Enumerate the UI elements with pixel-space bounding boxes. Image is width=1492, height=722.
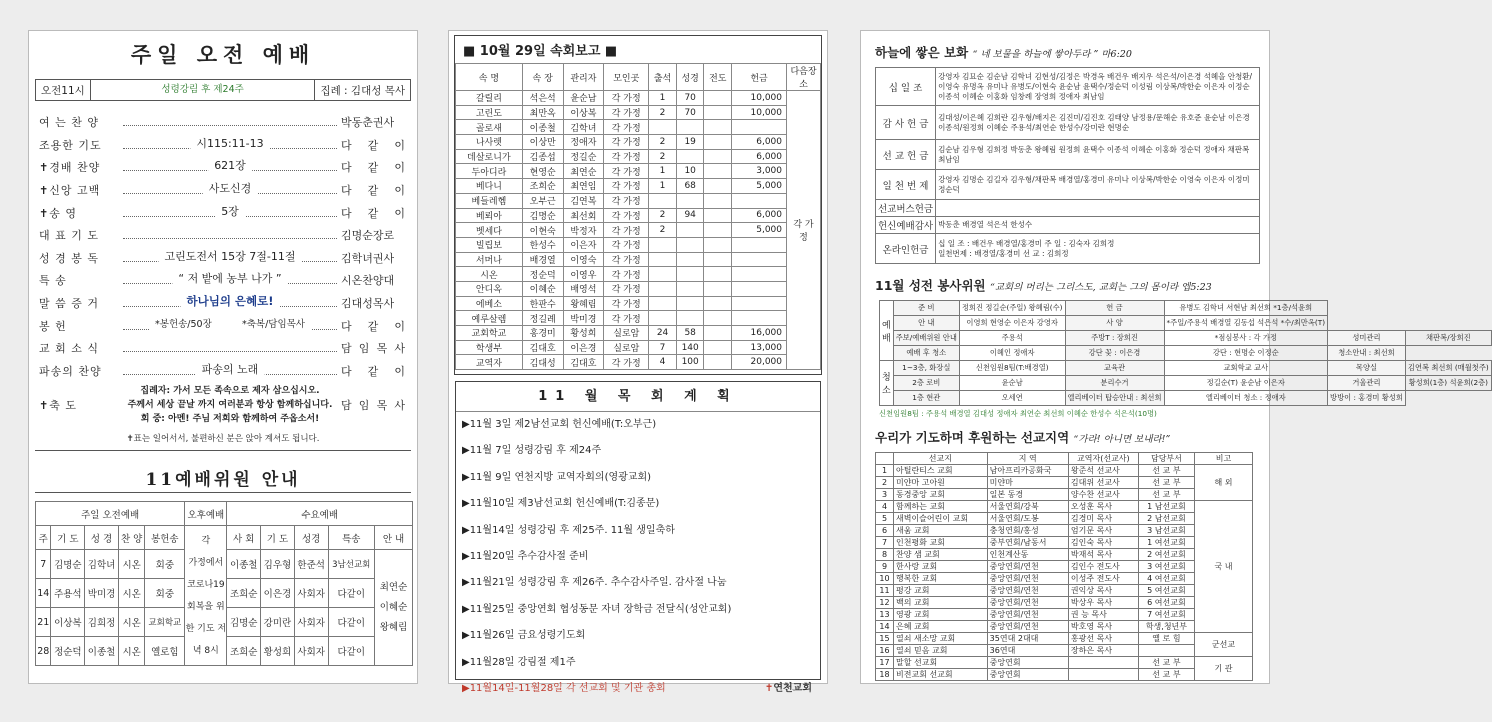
report-row: 학생부 김대호 이은경 실로암 7 140 13,000 bbox=[456, 340, 821, 355]
mission-row: 5 새벽이슬어린이 교회 서울연회/도봉 김경미 목사 2 남선교회 bbox=[876, 513, 1253, 525]
mission-row: 18 비전교회 선교회 중앙연회 선 교 부 bbox=[876, 669, 1253, 681]
plan-item: ▶11월 7일 성령강림 후 제24주 bbox=[462, 445, 602, 457]
plan-item: ▶11월28일 강림절 제1주 bbox=[462, 656, 576, 668]
cell-report-table: 속 명 속 장 관리자 모인곳 출석 성경 전도 헌금 다음장소 갈릴리 석은석 윤순남 각 가정 1 70 10,000 각 가정 고린도 최만옥 이상복 각 가정 2 70 10,000 골로새 이종철 김학녀 각 가정 나사렛 이상만 정애자 각 가정 2 19 6,000 데살로니가 김종섭 정길순 각 가정 2 6,000 두아디라 현영순 최연순 각 가정 1 10 3,000 베다니 조희순 최연임 각 가정 1 68 5,000 베들레헴 오부근 김연복 각 가정 베뢰아 김명순 최선회 각 가정 2 94 6,000 벳세다 이현숙 박정자 각 가정 2 5,000 빌립보 한성수 이은자 각 가정 서머나 배경열 이영숙 각 가정 시온 정순덕 이영우 각 가정 안디옥 이혜순 배영석 각 가정 에베소 한판수 왕혜림 각 가정 예루살렘 정길례 박미경 각 가정 교회학교 홍경미 황성희 실로암 24 58 16,000 학생부 김대호 이은경 실로암 7 140 13,000 교역자 김대성 김대호 각 가정 4 100 20,000 bbox=[455, 63, 821, 370]
plan-title: 11 월 목 회 계 획 bbox=[456, 382, 820, 412]
service-row: 2층 로비 윤순남 분리수거 정길순(T) 윤순남 이은자 거울관리 황성희(1층) 석윤희(2층) bbox=[880, 376, 1492, 391]
treasure-title: 하늘에 쌓은 보화 “ 네 보물을 하늘에 쌓아두라 ” 마6:20 bbox=[875, 45, 1132, 60]
order-row: 봉 헌 *봉헌송/50장 *축복/담임목사 다 같 이 bbox=[39, 314, 405, 337]
mission-row: 12 백의 교회 중앙연회/연천 박상우 목사 6 여선교회 bbox=[876, 597, 1253, 609]
report-row: 데살로니가 김종섭 정길순 각 가정 2 6,000 bbox=[456, 149, 821, 164]
report-title: ■ 10월 29일 속회보고 ■ bbox=[463, 44, 618, 59]
mission-row: 1 아틸란티스 교회 남아프리카공화국 왕준석 선교사 선 교 부 해 외 bbox=[876, 465, 1253, 477]
plan-item: ▶11월10일 제3남선교회 헌신예배(T:김종문) bbox=[462, 498, 660, 510]
order-row: 특 송 “ 저 밭에 농부 나가 ” 시온찬양대 bbox=[39, 272, 395, 288]
duty-row: 28 정순덕 이종철 시온 옐로힘 조희순 황성희 사회자 다같이 bbox=[36, 637, 413, 666]
report-row: 갈릴리 석은석 윤순남 각 가정 1 70 10,000 각 가정 bbox=[456, 91, 821, 106]
report-row: 시온 정순덕 이영우 각 가정 bbox=[456, 267, 821, 282]
mission-row: 14 은혜 교회 중앙연회/연천 박호영 목사 학생,청년부 bbox=[876, 621, 1253, 633]
service-row: 예 배 준 비 정희진 정길순(주일) 왕혜림(수) 헌 금 유병도 김학녀 서현남 최선희 *1층/석윤희 bbox=[880, 301, 1492, 316]
order-row: ✝송 영 5장 다 같 이 bbox=[39, 204, 405, 220]
plan-item: ▶11월26일 금요성령기도회 bbox=[462, 630, 586, 642]
report-row: 골로새 이종철 김학녀 각 가정 bbox=[456, 120, 821, 135]
offerings-table bbox=[875, 67, 1260, 264]
mission-row: 8 찬양 샘 교회 인천계산동 박재석 목사 2 여선교회 bbox=[876, 549, 1253, 561]
service-row: 예배 후 청소 이혜인 정애자 강단 꽃 : 이은경 강단 : 현명순 이정순 청소안내 : 최선희 bbox=[880, 346, 1492, 361]
report-row: 에베소 한판수 왕혜림 각 가정 bbox=[456, 296, 821, 311]
page-title: 주일 오전 예배 bbox=[130, 42, 316, 67]
service-table bbox=[879, 300, 1492, 406]
worship-order-page bbox=[28, 30, 418, 684]
report-row: 교역자 김대성 김대호 각 가정 4 100 20,000 bbox=[456, 355, 821, 370]
plan-item: ▶11월 3일 제2남선교회 헌신예배(T:오부근) bbox=[462, 419, 657, 431]
service-title: 11월 성전 봉사위원 “교회의 머리는 그리스도, 교회는 그의 몸이라 엡5:23 bbox=[875, 278, 1212, 293]
mission-row: 2 미얀마 고아원 미얀마 김대위 선교사 선 교 부 bbox=[876, 477, 1253, 489]
benediction-row: ✝축 도 집례자: 가서 모든 족속으로 제자 삼으십시오. 주께서 세상 끝날 까지 여러분과 항상 함께하십니다. 회 중: 아멘! 주님 저희와 함께하여 주옵소서! 담 임 목 사 bbox=[39, 386, 405, 425]
order-row: 교 회 소 식 담 임 목 사 bbox=[39, 342, 405, 356]
report-row: 나사렛 이상만 정애자 각 가정 2 19 6,000 bbox=[456, 135, 821, 150]
order-row: ✝경배 찬양 621장 다 같 이 bbox=[39, 159, 405, 175]
offering-row: 선 교 헌 금 김순남 김우형 김희정 박동춘 왕혜림 원정희 윤택수 이종석 이혜순 이홍화 정순덕 정애자 채판복 최남임 bbox=[876, 140, 1260, 170]
service-row: 청 소 1~3층, 화장실 신천임원8팀(T:배경열) 교육관 교회학교 교사 목양실 김연복 최선희 (매월첫주) bbox=[880, 361, 1492, 376]
service-row: 주보/예배위원 안내 주용석 주방T : 장희진 *점심봉사 : 각 가정 성미관리 채판복/장희진 bbox=[880, 331, 1492, 346]
mission-row: 10 행복한 교회 중앙연회/연천 이성주 전도사 4 여선교회 bbox=[876, 573, 1253, 585]
standing-note: ✝표는 일어서서, 불편하신 분은 앉아 계셔도 됩니다. bbox=[126, 434, 320, 445]
service-time: 오전11시 bbox=[41, 84, 85, 97]
duty-table: 주일 오전예배 오후예배 수요예배 주 기 도 성 경 찬 양 봉헌송 각 가정에서 코로나19 회복을 위한 기도 저녁 8시 사 회 기 도 성경 특송 안 내 7 김명순 김학녀 시온 회중 이종철 김우형 한준석 3남선교회 최연순 이혜순 왕혜림 14 주용석 박미경 시온 회중 조희순 이은경 사회자 다같이 21 이상복 김희정 시온 교회학교 김명순 강미란 사회자 다같이 28 정순덕 이종철 시온 옐로힘 조희순 황성희 사회자 다같이 bbox=[35, 501, 413, 666]
offering-row: 감 사 헌 금 김대성/이은혜 김희란 김우형/배지은 김진미/김진호 김태양 남정용/문해순 유호준 윤순남 이은경 이종석/원정희 이혜순 주용석/최연순 한성수/강미란 현명순 bbox=[876, 106, 1260, 140]
report-row: 베들레헴 오부근 김연복 각 가정 bbox=[456, 193, 821, 208]
report-row: 서머나 배경열 이영숙 각 가정 bbox=[456, 252, 821, 267]
church-logo: ✝연천교회 bbox=[764, 682, 812, 694]
cross-icon: ✝ bbox=[764, 682, 774, 694]
service-header bbox=[35, 79, 411, 101]
offerings-page bbox=[860, 30, 1489, 684]
mission-row: 13 영광 교회 중앙연회/연천 권 능 목사 7 여선교회 bbox=[876, 609, 1253, 621]
mission-row: 7 인천평화 교회 중부연회/남동서 김인숙 목사 1 여선교회 bbox=[876, 537, 1253, 549]
order-row: ✝신앙 고백 사도신경 다 같 이 bbox=[39, 182, 405, 198]
report-row: 안디옥 이혜순 배영석 각 가정 bbox=[456, 281, 821, 296]
plan-item: ▶11월 9일 연천지방 교역자회의(영광교회) bbox=[462, 471, 652, 483]
report-row: 두아디라 현영순 최연순 각 가정 1 10 3,000 bbox=[456, 164, 821, 179]
duty-row: 14 주용석 박미경 시온 회중 조희순 이은경 사회자 다같이 bbox=[36, 579, 413, 608]
report-row: 고린도 최만옥 이상복 각 가정 2 70 10,000 bbox=[456, 105, 821, 120]
sermon-title: 하나님의 은혜로! bbox=[180, 293, 279, 309]
offering-row: 헌신예배감사 박동춘 배경열 석은석 한성수 bbox=[876, 217, 1260, 234]
service-row: 1층 현관 오세연 엘리베이터 탑승안내 : 최선희 엘리베이터 청소 : 정애자 방방이 : 홍경미 황성희 bbox=[880, 391, 1492, 406]
plan-item: ▶11월20일 추수감사절 준비 bbox=[462, 551, 589, 563]
plan-box bbox=[455, 381, 821, 694]
duty-row: 7 김명순 김학녀 시온 회중 이종철 김우형 한준석 3남선교회 최연순 이혜순 왕혜림 bbox=[36, 550, 413, 579]
report-row: 빌립보 한성수 이은자 각 가정 bbox=[456, 237, 821, 252]
mission-row: 6 새움 교회 충청연회/홍성 엄기문 목사 3 남선교회 bbox=[876, 525, 1253, 537]
plan-item: ▶11월14일 성령강림 후 제25주. 11월 생일축하 bbox=[462, 524, 675, 536]
duty-title: 11예배위원 안내 bbox=[145, 470, 301, 491]
service-row: 안 내 이영희 현영순 이은자 강영자 사 양 *주일/주용석 배경열 김동섭 석은석 *수/최만옥(T) bbox=[880, 316, 1492, 331]
officiant: 집례 : 김대성 목사 bbox=[320, 84, 405, 97]
mission-row: 16 열쇠 믿음 교회 36연대 장하은 목사 bbox=[876, 645, 1253, 657]
mission-row: 11 평강 교회 중앙연회/연천 권익상 목사 5 여선교회 bbox=[876, 585, 1253, 597]
liturgical-season: 성령강림 후 제24주 bbox=[90, 80, 316, 100]
service-note: 신천임원8팀 : 주용석 배경열 김대성 정애자 최연순 최선희 이혜순 한성수 석은석(10명) bbox=[879, 409, 1157, 418]
cell-report-page bbox=[448, 30, 828, 694]
mission-title: 우리가 기도하며 후원하는 선교지역 “가라! 아니면 보내라!” bbox=[875, 430, 1171, 445]
order-row: 대 표 기 도 김명순장로 bbox=[39, 229, 395, 243]
mission-row: 4 함께하는 교회 서울연회/강북 오성훈 목사 1 남선교회 국 내 bbox=[876, 501, 1253, 513]
order-of-worship bbox=[39, 111, 405, 428]
order-row: 여 는 찬 양 박동춘권사 bbox=[39, 116, 395, 130]
order-row: 조용한 기도 시115:11-13 다 같 이 bbox=[39, 136, 405, 152]
plan-item-highlight: ▶11월14일-11월28일 각 선교회 및 기관 총회 bbox=[462, 682, 666, 694]
report-row: 벳세다 이현숙 박정자 각 가정 2 5,000 bbox=[456, 223, 821, 238]
offering-row: 온라인헌금 십 일 조 : 배건우 배경열/홍경미 주 일 : 김숙자 김희정 일천번제 : 배경열/홍경미 선 교 : 김희정 bbox=[876, 234, 1260, 264]
report-row: 예루살렘 정길례 박미경 각 가정 bbox=[456, 311, 821, 326]
plan-item: ▶11월21일 성령강림 후 제26주. 추수감사주일. 감사절 나눔 bbox=[462, 577, 727, 589]
report-row: 베뢰아 김명순 최선회 각 가정 2 94 6,000 bbox=[456, 208, 821, 223]
mission-row: 9 한사랑 교회 중앙연회/연천 김인수 전도사 3 여선교회 bbox=[876, 561, 1253, 573]
mission-row: 3 동경중앙 교회 일본 동경 양수찬 선교사 선 교 부 bbox=[876, 489, 1253, 501]
offering-row: 십 일 조 강영자 김묘순 김순남 김학녀 김현성/김정은 박경옥 배건우 배지우 석은석/이은경 석혜을 안청환/이영숙 유명옥 유미나 유병도/이현숙 윤순남 윤택수/정순덕 이성림 이상복/박한순 이은자 이정순 이종석 이혜순 이홍화 임창례 장영희 정애자 최남임 bbox=[876, 68, 1260, 106]
mission-row: 17 말할 선교회 중앙연회 선 교 부 기 관 bbox=[876, 657, 1253, 669]
order-row: 파송의 찬양 파송의 노래 다 같 이 bbox=[39, 362, 405, 378]
order-row: 말 씀 증 거 하나님의 은혜로! 김대성목사 bbox=[39, 294, 395, 311]
plan-item: ▶11월25일 중앙연회 협성동문 자녀 장학금 전달식(성안교회) bbox=[462, 603, 732, 615]
duty-row: 21 이상복 김희정 시온 교회학교 김명순 강미란 사회자 다같이 bbox=[36, 608, 413, 637]
report-row: 교회학교 홍경미 황성희 실로암 24 58 16,000 bbox=[456, 326, 821, 341]
report-row: 베다니 조희순 최연임 각 가정 1 68 5,000 bbox=[456, 179, 821, 194]
offering-row: 일 천 번 제 강영자 김명순 김길자 김우형/채판복 배경열/홍경미 유미나 이상복/박한순 이영숙 이은자 이정미 정순덕 bbox=[876, 170, 1260, 200]
mission-row: 15 열쇠 새소망 교회 35연대 2대대 홍광선 목사 옐 로 힘 군선교 bbox=[876, 633, 1253, 645]
order-row: 성 경 봉 독 고린도전서 15장 7절-11절 김학녀권사 bbox=[39, 249, 395, 265]
mission-table: 선교지 지 역 교역자(선교사) 담당부서 비고 1 아틸란티스 교회 남아프리카공화국 왕준석 선교사 선 교 부 해 외 2 미얀마 고아원 미얀마 김대위 선교사 선 교 부 3 동경중앙 교회 일본 동경 양수찬 선교사 선 교 부 4 함께하는 교회 서울연회/강북 오성훈 목사 1 남선교회 국 내 5 새벽이슬어린이 교회 서울연회/도봉 김경미 목사 2 남선교회 6 새움 교회 충청연회/홍성 엄기문 목사 3 남선교회 7 인천평화 교회 중부연회/남동서 김인숙 목사 1 여선교회 8 찬양 샘 교회 인천계산동 박재석 목사 2 여선교회 9 한사랑 교회 중앙연회/연천 김인수 전도사 3 여선교회 10 행복한 교회 중앙연회/연천 이성주 전도사 4 여선교회 11 평강 교회 중앙연회/연천 권익상 목사 5 여선교회 12 백의 교회 중앙연회/연천 박상우 목사 6 여선교회 13 영광 교회 중앙연회/연천 권 능 목사 7 여선교회 14 은혜 교회 중앙연회/연천 박호영 목사 학생,청년부 15 열쇠 새소망 교회 35연대 2대대 홍광선 목사 옐 로 힘 군선교 16 열쇠 믿음 교회 36연대 장하은 목사 17 말할 선교회 중앙연회 선 교 부 기 관 18 비전교회 선교회 중앙연회 선 교 부 bbox=[875, 452, 1253, 681]
offering-row: 선교버스헌금 bbox=[876, 200, 1260, 217]
